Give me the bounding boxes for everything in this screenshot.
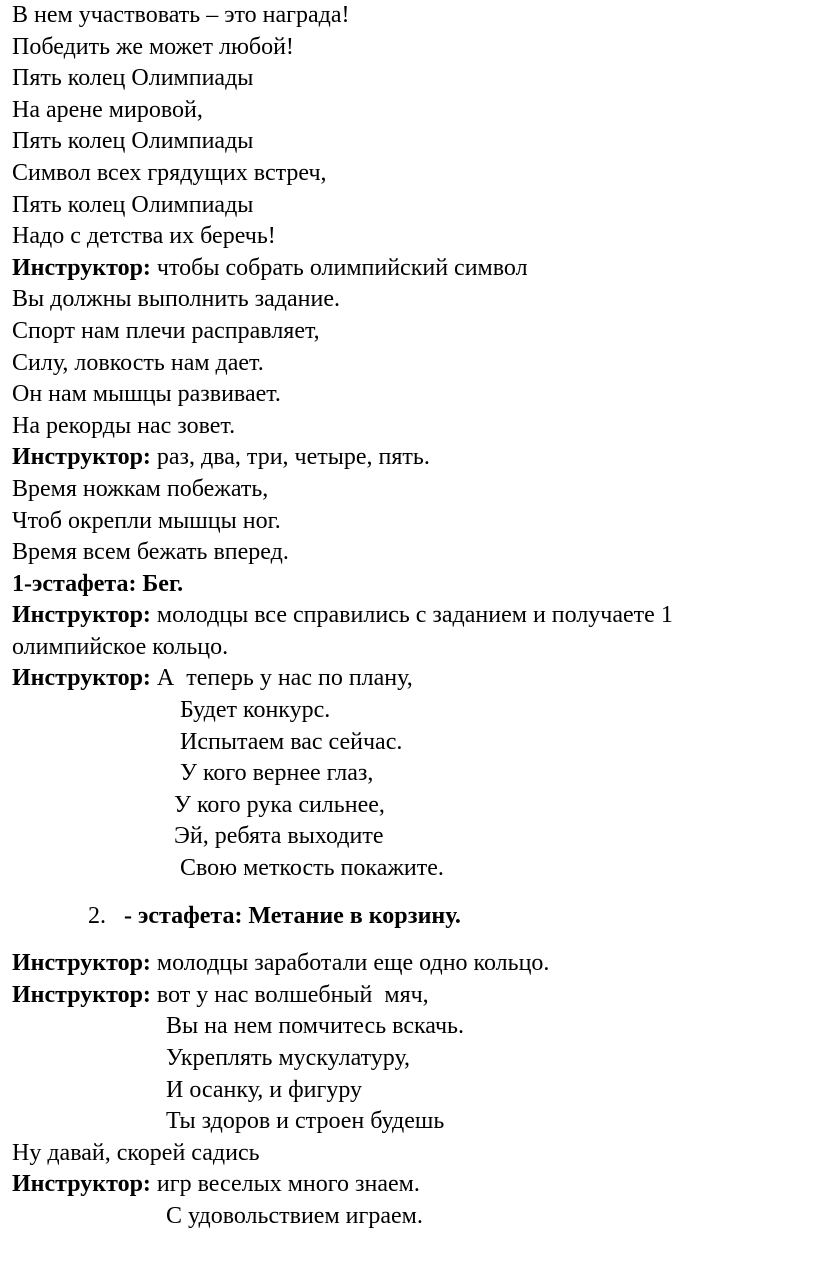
poem-line: Будет конкурс.	[180, 697, 331, 724]
instructor-line	[12, 253, 812, 285]
document-page	[12, 0, 812, 1233]
speech-text: вот у нас волшебный мяч,	[150, 981, 429, 1008]
poem-line: Победить же может любой!	[12, 33, 294, 60]
poem-line: И осанку, и фигуру	[166, 1076, 363, 1103]
poem-line: В нем участвовать – это награда!	[12, 2, 350, 28]
poem-line: У кого вернее глаз,	[180, 760, 374, 787]
instructor-line	[12, 663, 812, 695]
instructor-line	[12, 948, 812, 980]
poem-line: Символ всех грядущих встреч,	[12, 159, 327, 186]
speaker-label: Инструктор:	[12, 602, 151, 629]
poem-line: Пять колец Олимпиады	[12, 65, 254, 92]
speaker-label: Инструктор:	[12, 254, 151, 281]
instructor-line	[12, 1169, 812, 1201]
poem-line: Он нам мышцы развивает.	[12, 381, 281, 408]
instructor-line	[12, 442, 812, 474]
speech-text: А теперь у нас по плану,	[150, 665, 413, 692]
relay-heading-2: 2. - эстафета: Метание в корзину.	[12, 901, 812, 933]
poem-line: Время всем бежать вперед.	[12, 539, 289, 566]
instructor-line	[12, 980, 812, 1012]
speaker-label: Инструктор:	[12, 981, 151, 1008]
instructor-line	[12, 600, 802, 663]
poem-line: Свою меткость покажите.	[180, 855, 444, 882]
poem-line: У кого рука сильнее,	[174, 791, 385, 818]
poem-line: На рекорды нас зовет.	[12, 412, 236, 439]
poem-line: Вы должны выполнить задание.	[12, 286, 340, 313]
poem-line: Время ножкам побежать,	[12, 475, 269, 502]
poem-line: Эй, ребята выходите	[174, 823, 384, 850]
poem-line: Вы на нем помчитесь вскачь.	[166, 1013, 464, 1040]
poem-line: Пять колец Олимпиады	[12, 128, 254, 155]
poem-line: Спорт нам плечи расправляет,	[12, 317, 320, 344]
poem-line: Ну давай, скорей садись	[12, 1139, 260, 1166]
speech-text: игр веселых много знаем.	[150, 1171, 420, 1198]
poem-line: Укреплять мускулатуру,	[166, 1045, 411, 1071]
speech-text: чтобы собрать олимпийский символ	[150, 254, 528, 281]
speech-text: молодцы все справились с заданием и получаете 1 олимпийское кольцо.	[12, 602, 673, 660]
list-number: 2.	[88, 902, 106, 929]
speech-text: раз, два, три, четыре, пять.	[150, 444, 430, 471]
speaker-label: Инструктор:	[12, 1171, 151, 1198]
poem-line: Силу, ловкость нам дает.	[12, 349, 264, 376]
poem-line: На арене мировой,	[12, 96, 203, 123]
speaker-label: Инструктор:	[12, 950, 151, 977]
poem-line: Надо с детства их беречь!	[12, 223, 276, 250]
speaker-label: Инструктор:	[12, 444, 151, 471]
relay-heading-1: 1-эстафета: Бег.	[12, 570, 184, 597]
poem-line: С удовольствием играем.	[166, 1202, 423, 1229]
speech-text: молодцы заработали еще одно кольцо.	[150, 950, 550, 977]
poem-line: Пять колец Олимпиады	[12, 191, 254, 218]
poem-line: Ты здоров и строен будешь	[166, 1108, 445, 1135]
poem-line: Чтоб окрепли мышцы ног.	[12, 507, 281, 534]
poem-line: Испытаем вас сейчас.	[180, 728, 403, 755]
speaker-label: Инструктор:	[12, 665, 151, 692]
